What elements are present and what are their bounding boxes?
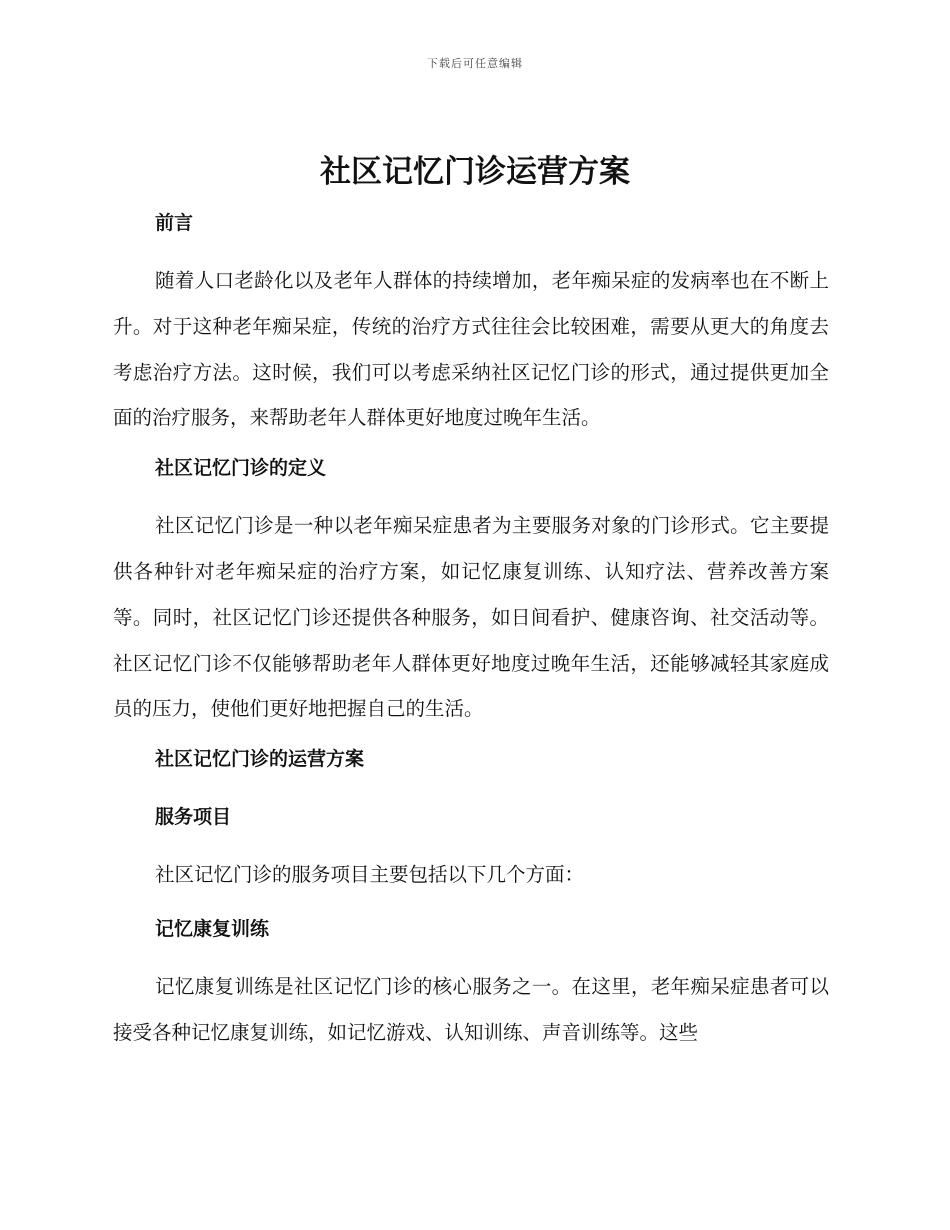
section-heading-services: 服务项目 (155, 806, 232, 829)
section-heading-definition: 社区记忆门诊的定义 (155, 457, 327, 480)
paragraph-preface: 随着人口老龄化以及老年人群体的持续增加，老年痴呆症的发病率也在不断上升。对于这种老年痴呆症，传统的治疗方式往往会比较困难，需要从更大的角度去考虑治疗方法。这时候，我们可以考虑采纳社区记忆门诊的形式，通过提供更加全面的治疗服务，来帮助老年人群体更好地度过晚年生活。 (113, 269, 829, 430)
section-heading-memory-training: 记忆康复训练 (155, 917, 270, 940)
document-body (113, 200, 829, 1060)
document-title: 社区记忆门诊运营方案 (320, 154, 630, 190)
section-heading-preface: 前言 (155, 212, 194, 234)
paragraph-memory-training: 记忆康复训练是社区记忆门诊的核心服务之一。在这里，老年痴呆症患者可以接受各种记忆康复训练，如记忆游戏、认知训练、声音训练等。这些 (113, 974, 829, 1044)
section-heading-operation: 社区记忆门诊的运营方案 (155, 748, 365, 771)
page-header: 下载后可任意编辑 (427, 57, 523, 70)
paragraph-services-intro: 社区记忆门诊的服务项目主要包括以下几个方面： (155, 863, 585, 887)
paragraph-definition: 社区记忆门诊是一种以老年痴呆症患者为主要服务对象的门诊形式。它主要提供各种针对老年痴呆症的治疗方案，如记忆康复训练、认知疗法、营养改善方案等。同时，社区记忆门诊还提供各种服务，如日间看护、健康咨询、社交活动等。社区记忆门诊不仅能够帮助老年人群体更好地度过晚年生活，还能够减轻其家庭成员的压力，使他们更好地把握自己的生活。 (113, 514, 829, 721)
